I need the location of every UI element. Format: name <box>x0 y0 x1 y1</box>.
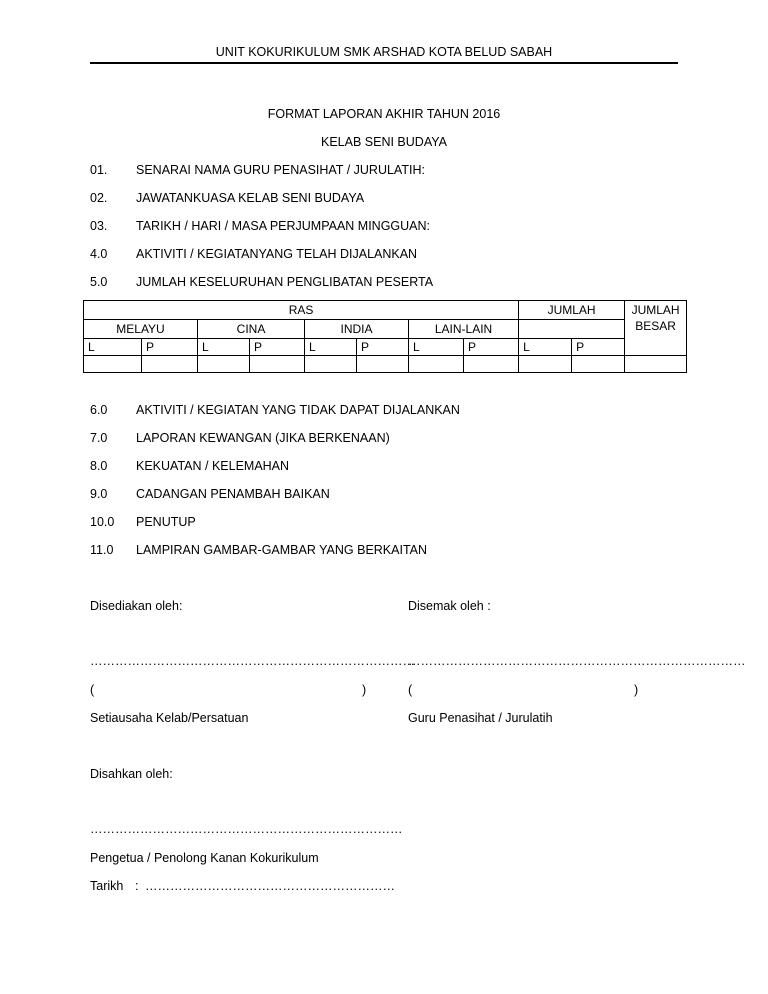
table-cell[interactable] <box>572 356 625 373</box>
item-text: LAPORAN KEWANGAN (JIKA BERKENAAN) <box>136 431 390 445</box>
role-advisor: Guru Penasihat / Jurulatih <box>408 711 553 725</box>
participation-table <box>83 300 687 373</box>
item-text: SENARAI NAMA GURU PENASIHAT / JURULATIH: <box>136 163 425 177</box>
item-number: 02. <box>90 191 108 205</box>
item-number: 01. <box>90 163 108 177</box>
table-cell[interactable] <box>142 356 198 373</box>
item-text: PENUTUP <box>136 515 196 529</box>
item-number: 7.0 <box>90 431 108 445</box>
item-number: 8.0 <box>90 459 108 473</box>
item-number: 10.0 <box>90 515 115 529</box>
date-line: …………………………………………………… <box>145 879 395 893</box>
table-cell[interactable] <box>357 356 409 373</box>
col-p: P <box>142 339 198 356</box>
col-p: P <box>572 339 625 356</box>
checked-by-label: Disemak oleh : <box>408 599 491 613</box>
col-l: L <box>198 339 250 356</box>
col-p: P <box>357 339 409 356</box>
item-number: 9.0 <box>90 487 108 501</box>
col-p: P <box>250 339 305 356</box>
item-number: 11.0 <box>90 543 114 557</box>
item-text: JAWATANKUASA KELAB SENI BUDAYA <box>136 191 365 205</box>
item-text: JUMLAH KESELURUHAN PENGLIBATAN PESERTA <box>136 275 434 289</box>
item-text: CADANGAN PENAMBAH BAIKAN <box>136 487 330 501</box>
col-l: L <box>409 339 464 356</box>
table-cell[interactable] <box>519 356 572 373</box>
table-cell[interactable] <box>305 356 357 373</box>
table-cell[interactable] <box>625 356 687 373</box>
name-paren-close-left: ) <box>362 683 367 697</box>
page-header: UNIT KOKURIKULUM SMK ARSHAD KOTA BELUD SABAH <box>215 45 553 59</box>
jumlah-besar-header <box>625 301 687 356</box>
col-l: L <box>519 339 572 356</box>
document-title: FORMAT LAPORAN AKHIR TAHUN 2016 <box>267 107 501 121</box>
table-cell[interactable] <box>409 356 464 373</box>
table-cell[interactable] <box>250 356 305 373</box>
item-number: 03. <box>90 219 108 233</box>
prepared-by-label: Disediakan oleh: <box>90 599 183 613</box>
jumlah-besar-line1: JUMLAH <box>631 303 680 317</box>
date-colon: : <box>135 879 139 893</box>
signature-line-approve: ………………………………………………………………… <box>90 822 403 836</box>
group-cina: CINA <box>198 320 305 339</box>
signature-line-right: ……………………………………………………………………… <box>408 654 746 668</box>
jumlah-spacer <box>519 320 625 339</box>
name-paren-open-left: ( <box>90 683 95 697</box>
item-text: TARIKH / HARI / MASA PERJUMPAAN MINGGUAN: <box>136 219 431 233</box>
name-paren-close-right: ) <box>634 683 639 697</box>
item-number: 6.0 <box>90 403 108 417</box>
signature-line-left: …………………………………………………………………… <box>90 654 415 668</box>
table-cell[interactable] <box>198 356 250 373</box>
header-rule <box>90 62 678 64</box>
role-principal: Pengetua / Penolong Kanan Kokurikulum <box>90 851 319 865</box>
jumlah-header: JUMLAH <box>519 301 625 320</box>
item-text: LAMPIRAN GAMBAR-GAMBAR YANG BERKAITAN <box>136 543 428 557</box>
table-cell[interactable] <box>464 356 519 373</box>
col-p: P <box>464 339 519 356</box>
date-label: Tarikh <box>90 879 124 893</box>
item-number: 4.0 <box>90 247 108 261</box>
col-l: L <box>305 339 357 356</box>
table-cell[interactable] <box>84 356 142 373</box>
item-number: 5.0 <box>90 275 108 289</box>
group-melayu: MELAYU <box>84 320 198 339</box>
item-text: AKTIVITI / KEGIATANYANG TELAH DIJALANKAN <box>136 247 418 261</box>
ras-header: RAS <box>84 301 519 320</box>
approved-by-label: Disahkan oleh: <box>90 767 173 781</box>
role-secretary: Setiausaha Kelab/Persatuan <box>90 711 249 725</box>
item-text: AKTIVITI / KEGIATAN YANG TIDAK DAPAT DIJALANKAN <box>136 403 460 417</box>
group-lain-lain: LAIN-LAIN <box>409 320 519 339</box>
name-paren-open-right: ( <box>408 683 413 697</box>
jumlah-besar-line2: BESAR <box>635 319 676 333</box>
group-india: INDIA <box>305 320 409 339</box>
item-text: KEKUATAN / KELEMAHAN <box>136 459 290 473</box>
club-title: KELAB SENI BUDAYA <box>321 135 447 149</box>
col-l: L <box>84 339 142 356</box>
